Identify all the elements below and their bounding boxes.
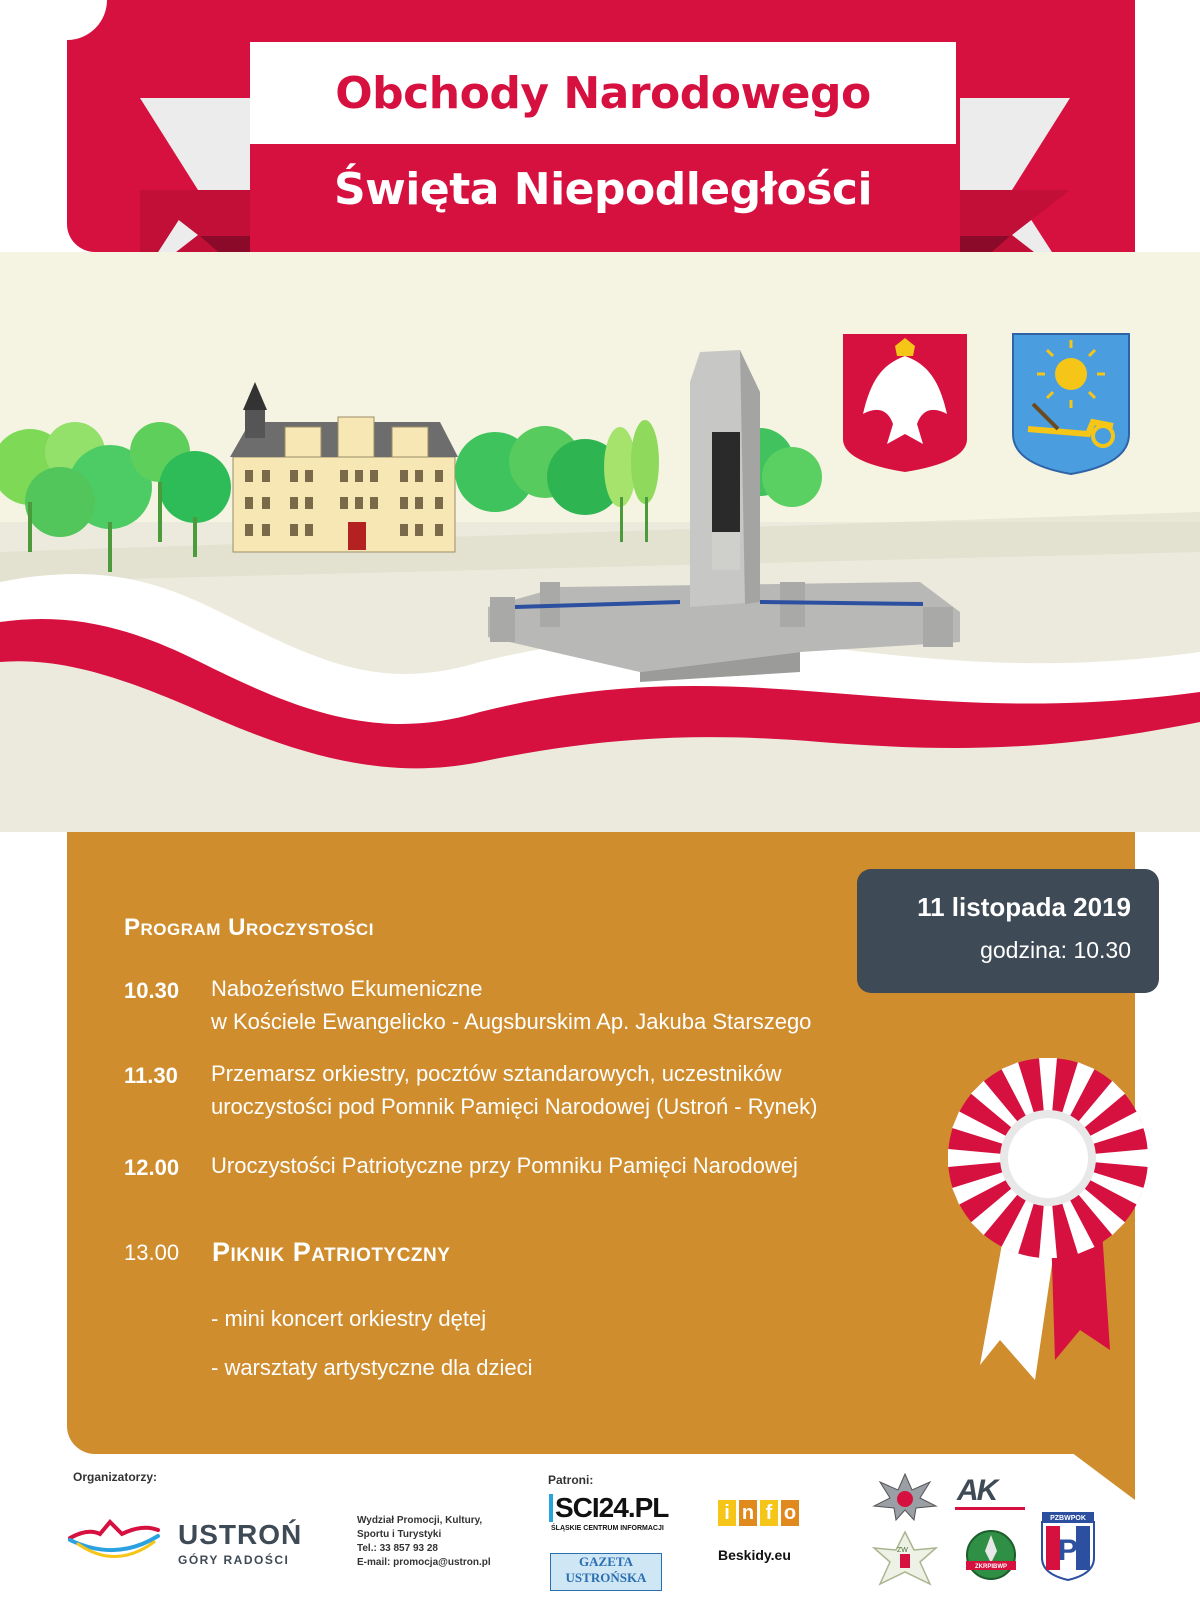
sci24-logo: SCI24.PL bbox=[549, 1494, 668, 1522]
program-item-line: Uroczystości Patriotyczne przy Pomniku Pamięci Narodowej bbox=[211, 1153, 798, 1178]
info-letter: o bbox=[781, 1500, 799, 1526]
beskidy-wordmark: Beskidy.eu bbox=[718, 1547, 791, 1563]
program-title: Program Uroczystości bbox=[124, 914, 374, 941]
program-item-time: 10.30 bbox=[124, 978, 180, 1003]
contact-line: Tel.: 33 857 93 28 bbox=[357, 1543, 438, 1554]
zw-badge-text: ZW bbox=[897, 1547, 908, 1554]
page-title-line2: Święta Niepodległości bbox=[333, 164, 873, 215]
ak-logo: AK bbox=[957, 1474, 997, 1507]
zkrpibwp-text: ZKRPIBWP bbox=[975, 1564, 1007, 1570]
event-time: godzina: 10.30 bbox=[980, 937, 1131, 963]
contact-line: Sportu i Turystyki bbox=[357, 1529, 442, 1540]
poland-coat-of-arms-icon bbox=[843, 334, 967, 472]
info-letter: n bbox=[739, 1500, 757, 1526]
pzbwpok-text: PZBWPOK bbox=[1050, 1515, 1086, 1522]
info-letter: f bbox=[760, 1500, 778, 1526]
info-logo bbox=[718, 1500, 799, 1526]
gazeta-line: GAZETA bbox=[579, 1554, 633, 1569]
picnic-title: Piknik Patriotyczny bbox=[212, 1237, 451, 1267]
picnic-sub-item: - mini koncert orkiestry dętej bbox=[211, 1306, 487, 1331]
panel-speech-tail bbox=[1055, 1440, 1135, 1500]
program-item-desc bbox=[211, 1149, 931, 1182]
picnic-sub-item: - warsztaty artystyczne dla dzieci bbox=[211, 1355, 533, 1380]
pzbwpok-p-letter: P bbox=[1057, 1534, 1079, 1567]
page-title-line1: Obchody Narodowego bbox=[335, 68, 871, 119]
patrons-label: Patroni: bbox=[548, 1473, 594, 1487]
zw-cross-badge-icon bbox=[870, 1530, 940, 1590]
rosette-cockade-icon bbox=[940, 1050, 1160, 1390]
cross-badge-icon bbox=[870, 1472, 940, 1522]
program-item-desc bbox=[211, 1057, 931, 1123]
gazeta-ustronska-logo bbox=[550, 1553, 662, 1591]
contact-email[interactable]: E-mail: promocja@ustron.pl bbox=[357, 1557, 491, 1568]
contact-block bbox=[357, 1514, 491, 1570]
pzbwpok-badge-icon bbox=[1040, 1510, 1096, 1582]
illustration-band bbox=[0, 252, 1200, 832]
organizers-label: Organizatorzy: bbox=[73, 1470, 158, 1484]
picnic-time: 13.00 bbox=[124, 1240, 180, 1265]
town-hall-building bbox=[230, 382, 458, 552]
program-item-desc bbox=[211, 972, 931, 1038]
event-date: 11 listopada 2019 bbox=[917, 892, 1131, 922]
scene-illustration bbox=[0, 252, 1200, 832]
program-item-line: Nabożeństwo Ekumeniczne bbox=[211, 976, 483, 1001]
zkrpibwp-badge-icon bbox=[963, 1525, 1019, 1593]
ustron-logo-icon bbox=[66, 1510, 162, 1566]
gazeta-line: USTROŃSKA bbox=[565, 1570, 647, 1585]
program-item-line: uroczystości pod Pomnik Pamięci Narodowej (Ustroń - Rynek) bbox=[211, 1094, 818, 1119]
ustron-coat-of-arms-icon bbox=[1013, 334, 1129, 474]
ustron-wordmark: USTROŃ bbox=[178, 1519, 303, 1550]
program-item-time: 12.00 bbox=[124, 1155, 180, 1180]
sci24-subtitle: ŚLĄSKIE CENTRUM INFORMACJI bbox=[551, 1525, 664, 1532]
contact-line: Wydział Promocji, Kultury, bbox=[357, 1515, 483, 1526]
rosette-petals bbox=[948, 1058, 1148, 1258]
ak-underline bbox=[955, 1507, 1025, 1510]
program-item-line: w Kościele Ewangelicko - Augsburskim Ap. Jakuba Starszego bbox=[211, 1009, 812, 1034]
info-letter: i bbox=[718, 1500, 736, 1526]
rosette-center bbox=[1008, 1118, 1088, 1198]
ustron-tagline: GÓRY RADOŚCI bbox=[178, 1553, 290, 1567]
program-item-line: Przemarsz orkiestry, pocztów sztandarowych, uczestników bbox=[211, 1061, 782, 1086]
program-item-time: 11.30 bbox=[124, 1063, 178, 1088]
